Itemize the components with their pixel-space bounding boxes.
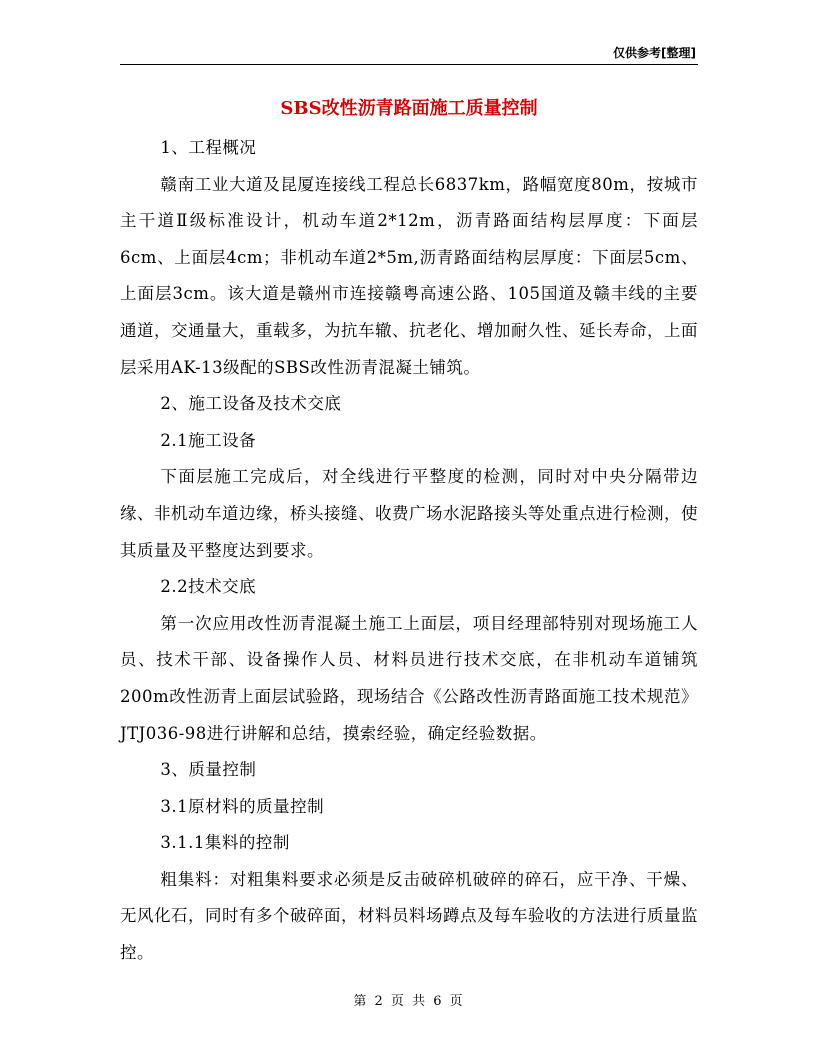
document-body (120, 130, 698, 972)
header-label: 仅供参考[整理] (613, 46, 696, 60)
header-rule (120, 64, 698, 65)
subsection-heading: 3.1.1集料的控制 (160, 833, 290, 853)
body-paragraph: 第一次应用改性沥青混凝土施工上面层，项目经理部特别对现场施工人员、技术干部、设备操作人员、材料员进行技术交底，在非机动车道铺筑200m改性沥青上面层试验路，现场结合《公路改性沥青路面施工技术规范》JTJ036-98进行讲解和总结，摸索经验，确定经验数据。 (120, 613, 698, 743)
section-heading: 3、质量控制 (160, 760, 257, 780)
section-heading: 2、施工设备及技术交底 (160, 394, 342, 414)
section-heading: 1、工程概况 (160, 138, 257, 157)
body-paragraph: 赣南工业大道及昆厦连接线工程总长6837km，路幅宽度80m，按城市主干道Ⅱ级标准设计，机动车道2*12m，沥青路面结构层厚度：下面层6cm、上面层4cm；非机动车道2*5m,沥青路面结构层厚度：下面层5cm、上面层3cm。该大道是赣州市连接赣粤高速公路、105国道及赣丰线的主要通道，交通量大，重载多，为抗车辙、抗老化、增加耐久性、延长寿命，上面层采用AK-13级配的SBS改性沥青混凝土铺筑。 (120, 174, 698, 377)
page-number: 第 2 页 共 6 页 (353, 994, 463, 1009)
body-paragraph: 粗集料：对粗集料要求必须是反击破碎机破碎的碎石，应干净、干燥、无风化石，同时有多个破碎面，材料员料场蹲点及每车验收的方法进行质量监控。 (120, 869, 698, 963)
document-title: SBS改性沥青路面施工质量控制 (280, 98, 538, 119)
body-paragraph: 下面层施工完成后，对全线进行平整度的检测，同时对中央分隔带边缘、非机动车道边缘，桥头接缝、收费广场水泥路接头等处重点进行检测，使其质量及平整度达到要求。 (120, 467, 698, 560)
subsection-heading: 3.1原材料的质量控制 (160, 796, 325, 816)
subsection-heading: 2.2技术交底 (160, 577, 257, 597)
subsection-heading: 2.1施工设备 (160, 430, 257, 450)
